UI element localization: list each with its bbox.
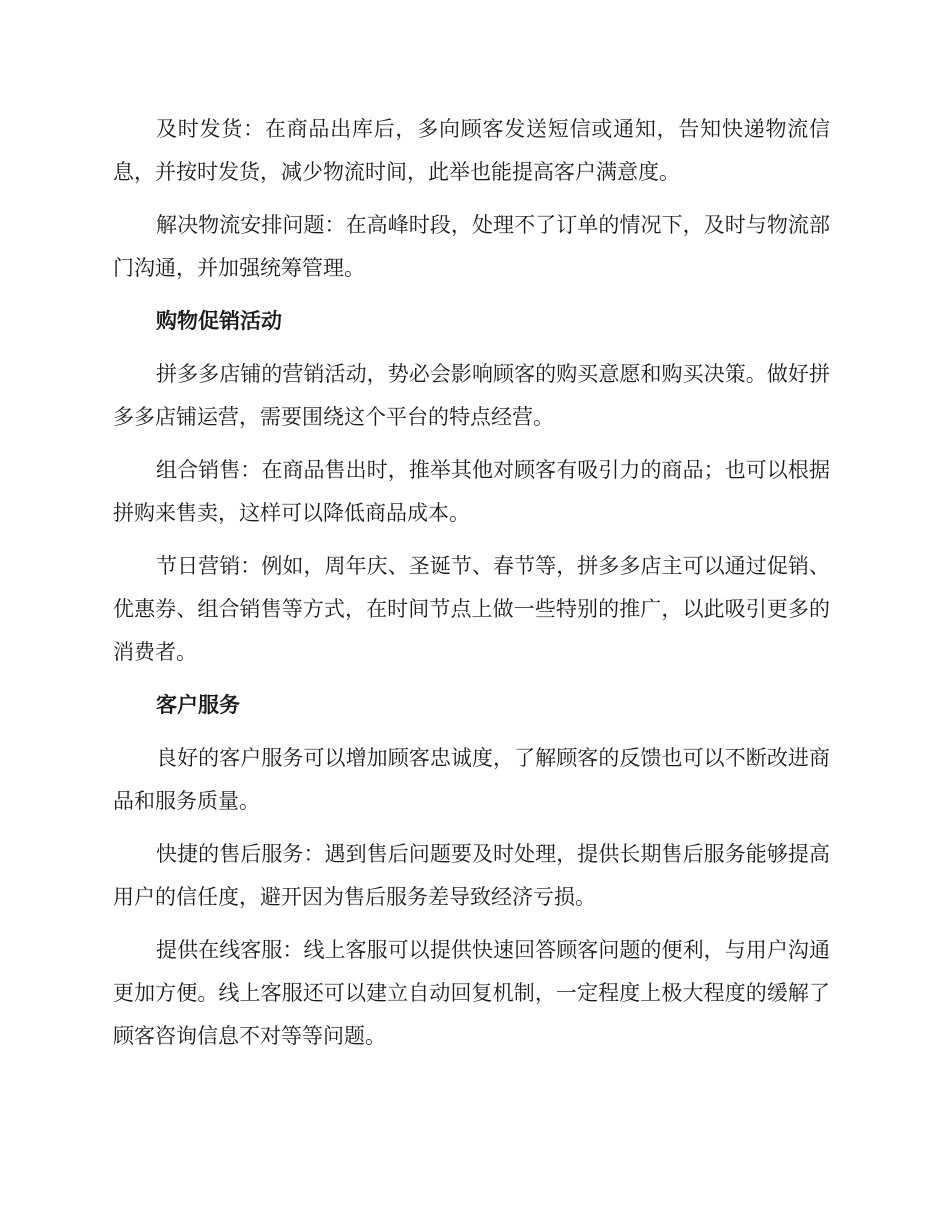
paragraph-holiday-marketing: 节日营销：例如，周年庆、圣诞节、春节等，拼多多店主可以通过促销、优惠券、组合销售等方式，在时间节点上做一些特别的推广，以此吸引更多的消费者。: [113, 554, 830, 664]
paragraph-service-intro: 良好的客户服务可以增加顾客忠诚度，了解顾客的反馈也可以不断改进商品和服务质量。: [113, 746, 830, 813]
paragraph-after-sales: 快捷的售后服务：遇到售后问题要及时处理，提供长期售后服务能够提高用户的信任度，避开因为售后服务差导致经济亏损。: [113, 842, 830, 909]
paragraph-logistics-issues: 解决物流安排问题：在高峰时段，处理不了订单的情况下，及时与物流部门沟通，并加强统筹管理。: [113, 213, 830, 280]
heading-promotions: 购物促销活动: [156, 309, 282, 333]
paragraph-promotions-intro: 拼多多店铺的营销活动，势必会影响顾客的购买意愿和购买决策。做好拼多多店铺运营，需要围绕这个平台的特点经营。: [113, 362, 830, 429]
paragraph-timely-shipping: 及时发货：在商品出库后，多向顾客发送短信或通知，告知快递物流信息，并按时发货，减少物流时间，此举也能提高客户满意度。: [113, 117, 830, 184]
heading-customer-service: 客户服务: [156, 693, 240, 717]
document-page: [113, 108, 830, 1058]
paragraph-bundle-sales: 组合销售：在商品售出时，推举其他对顾客有吸引力的商品；也可以根据拼购来售卖，这样可以降低商品成本。: [113, 458, 830, 525]
paragraph-online-support: 提供在线客服：线上客服可以提供快速回答顾客问题的便利，与用户沟通更加方便。线上客服还可以建立自动回复机制，一定程度上极大程度的缓解了顾客咨询信息不对等等问题。: [113, 938, 830, 1048]
